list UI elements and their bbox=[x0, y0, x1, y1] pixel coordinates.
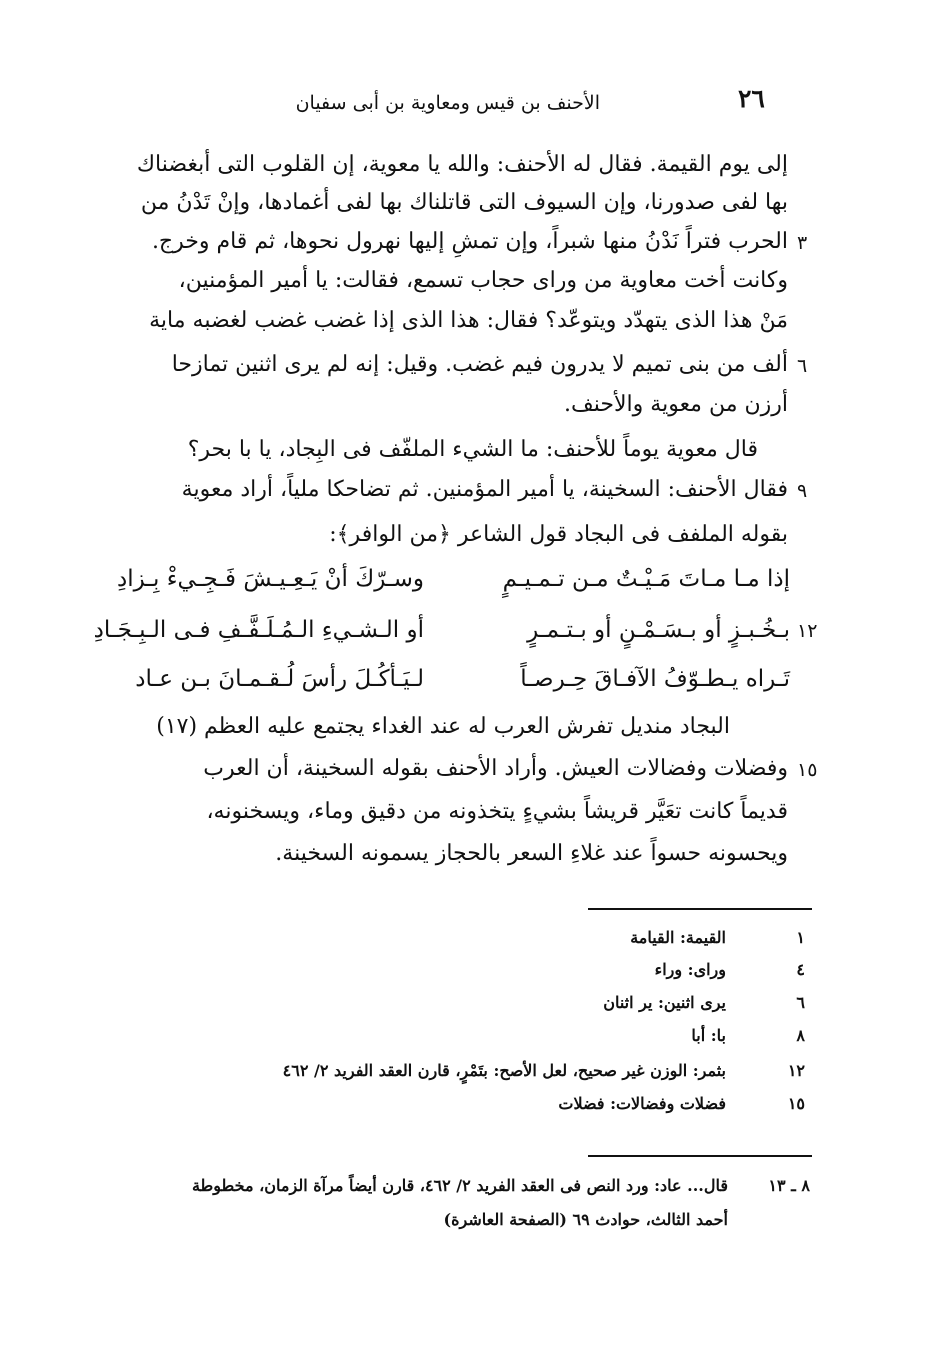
line-number: ١٥ bbox=[797, 759, 818, 781]
footnote-separator bbox=[588, 908, 812, 910]
footnote-number: ١ bbox=[796, 928, 805, 947]
footnote-text: بثمر: الوزن غير صحيح، لعل الأصح: بتَمْرٍ، قارن العقد الفريد ٢/ ٤٦٢ bbox=[282, 1061, 726, 1080]
page-number: ٢٦ bbox=[738, 84, 765, 113]
verse-second-hemistich: أو الـشـيءِ الـمُـلَـفَّـفِ فـى الـبِـجَـادِ bbox=[93, 617, 424, 643]
body-line: بها لفى صدورنا، وإن السيوف التى قاتلناك بها لفى أغمادها، وإنْ تَدْنُ من bbox=[140, 190, 788, 215]
verse-first-hemistich: بـخُـبـزٍ أو بـسَـمْـنٍ أو بـتـمـرٍ bbox=[527, 617, 790, 643]
line-number: ٦ bbox=[797, 355, 808, 377]
line-number: ٣ bbox=[797, 232, 808, 254]
running-title: الأحنف بن قيس ومعاوية بن أبى سفيان bbox=[295, 92, 600, 114]
body-line: أرزن من معوية والأحنف. bbox=[564, 392, 788, 417]
body-line: إلى يوم القيمة. فقال له الأحنف: والله يا معوية، إن القلوب التى أبغضناك bbox=[136, 152, 788, 177]
endnote-number: ٨ ـ ١٣ bbox=[768, 1176, 810, 1195]
footnote-text: ورای: وراء bbox=[654, 960, 726, 979]
body-line: ويحسونه حسواً عند غلاءِ السعر بالحجاز يسمونه السخينة. bbox=[275, 841, 788, 866]
verse-first-hemistich: إذا مـا مـاتَ مَـيْـتٌ مـن تـمـيـمٍ bbox=[502, 566, 790, 592]
body-line: فقال الأحنف: السخينة، يا أمير المؤمنين. ثم تضاحكا ملياً، أراد معوية bbox=[181, 477, 788, 502]
footnote-number: ٦ bbox=[796, 993, 805, 1012]
body-line: قديماً كانت تعَيَّر قريشاً بشيءٍ يتخذونه من دقيق وماء، ويسخنونه، bbox=[206, 799, 788, 824]
body-line: بقوله الملفف فى البجاد قول الشاعر ﴿من الوافر﴾: bbox=[329, 522, 788, 547]
footnote-number: ٤ bbox=[796, 960, 805, 979]
footnote-text: القيمة: القيامة bbox=[630, 928, 726, 947]
endnote-text-line: قال... عاد: ورد النص فى العقد الفريد ٢/ ٤٦٢، قارن أيضاً مرآة الزمان، مخطوطة bbox=[191, 1176, 728, 1195]
verse-second-hemistich: وسـرّكَ أنْ يَـعِـيـشَ فَـجِـيءْ بِـزادِ bbox=[116, 566, 424, 592]
line-number: ١٢ bbox=[797, 620, 818, 642]
footnote-text: با: أبا bbox=[691, 1026, 726, 1045]
body-line: ألف من بنى تميم لا يدرون فيم غضب. وقيل: إنه لم يرى اثنين تمازحا bbox=[171, 352, 788, 377]
body-line: مَنْ هذا الذى يتهدّد ويتوعّد؟ فقال: هذا الذى إذا غضب غضب لغضبه ماية bbox=[149, 308, 788, 333]
body-line: وكانت أخت معاوية من ورای حجاب تسمع، فقالت: يا أمير المؤمنين، bbox=[178, 268, 788, 293]
footnote-text: يرى اثنين: ير اثنان bbox=[603, 993, 726, 1012]
footnote-number: ٨ bbox=[796, 1026, 805, 1045]
endnote-separator bbox=[588, 1155, 812, 1157]
footnote-number: ١٥ bbox=[787, 1094, 805, 1113]
footnote-number: ١٢ bbox=[787, 1061, 805, 1080]
verse-first-hemistich: تَـراه يـطـوّفُ الآفـاقَ حِـرصـاً bbox=[520, 666, 790, 692]
footnote-text: فضلات وفضالات: فضلات bbox=[558, 1094, 726, 1113]
line-number: ٩ bbox=[797, 480, 808, 502]
body-line: الحرب فتراً نَدْنُ منها شبراً، وإن تمشِ إليها نهرول نحوها، ثم قام وخرج. bbox=[151, 229, 788, 254]
body-line: البجاد منديل تفرش العرب له عند الغداء يجتمع عليه العظم (١٧) bbox=[156, 714, 730, 739]
verse-second-hemistich: لـيَـأكُـلَ رأسَ لُـقـمـانَ بـن عـاد bbox=[135, 666, 424, 692]
body-line: وفضلات وفضالات العيش. وأراد الأحنف بقوله السخينة، أن العرب bbox=[203, 756, 788, 781]
body-line: قال معوية يوماً للأحنف: ما الشيء الملفّف فى البِجاد، يا با بحر؟ bbox=[187, 437, 758, 462]
endnote-text-line: أحمد الثالث، حوادث ٦٩ (الصفحة العاشرة) bbox=[443, 1210, 728, 1229]
